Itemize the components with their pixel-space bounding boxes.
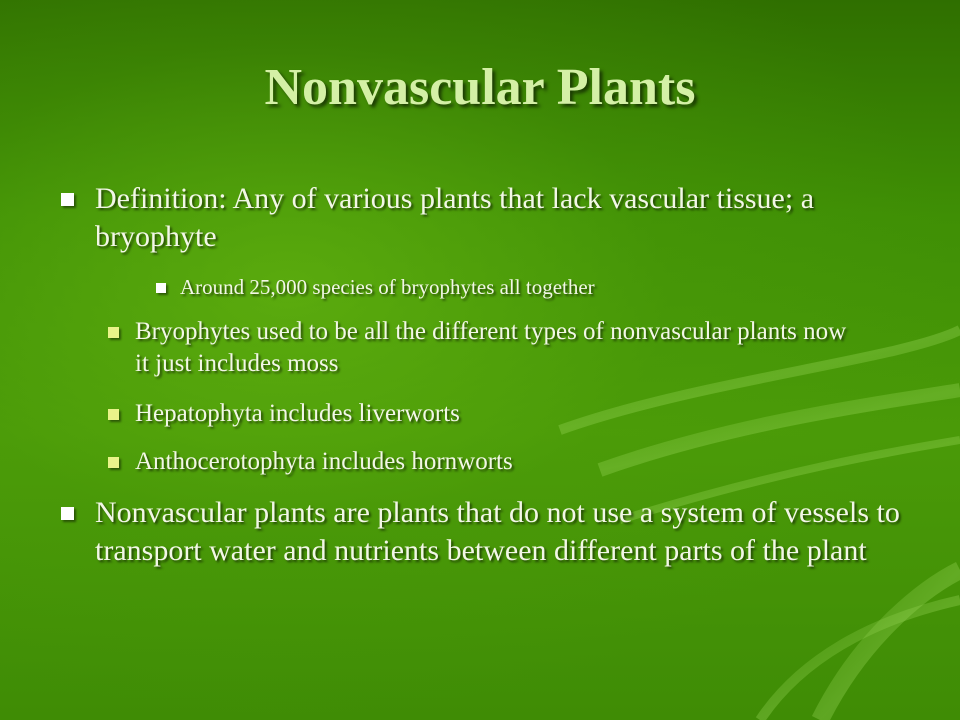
bullet-text: Nonvascular plants are plants that do not use a system of vessels to transport water and nutrients between different parts of the plant [95,496,900,567]
bullet-text: Bryophytes used to be all the different types of nonvascular plants now it just includes moss [135,318,847,377]
bullet-species-count [180,274,880,300]
bullet-text: Anthocerotophyta includes hornworts [135,448,513,475]
bullet-marker [108,457,119,468]
bullet-anthocerotophyta [135,446,865,478]
bullet-text: Hepatophyta includes liverworts [135,400,460,427]
bullet-hepatophyta [135,398,865,430]
bullet-text: Definition: Any of various plants that lack vascular tissue; a bryophyte [95,182,815,253]
slide-title: Nonvascular Plants [264,59,696,116]
bullet-marker [156,283,166,293]
bullet-marker [61,507,74,520]
bullet-definition [95,180,875,256]
bullet-text: Around 25,000 species of bryophytes all together [180,275,595,299]
bullet-marker [108,327,119,338]
bullet-nonvascular-definition [95,494,905,570]
bullet-bryophytes [135,316,865,380]
bullet-marker [108,409,119,420]
bullet-marker [61,193,74,206]
